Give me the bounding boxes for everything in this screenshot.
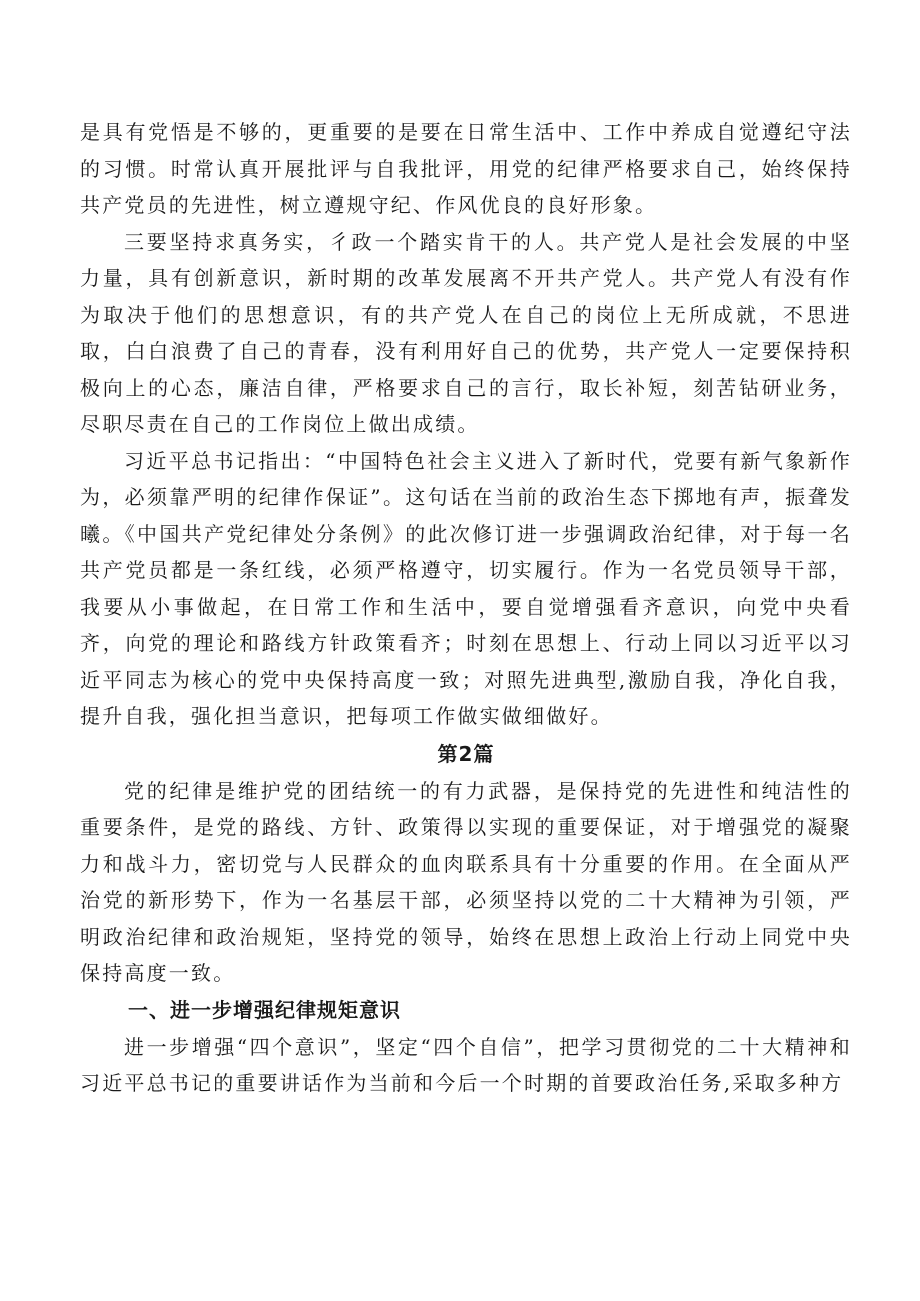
section-intro-paragraph: 党的纪律是维护党的团结统一的有力武器，是保持党的先进性和纯洁性的重要条件，是党的路线、方针、政策得以实现的重要保证，对于增强党的凝聚力和战斗力，密切党与人民群众的血肉联系具有十分重要的作用。在全面从严治党的新形势下，作为一名基层干部，必须坚持以党的二十大精神为引领，严明政治纪律和政治规矩，坚持党的领导，始终在思想上政治上行动上同党中央保持高度一致。 [80,778,852,985]
section-title: 第2篇 [437,741,495,766]
subheading-one-paragraph: 进一步增强“四个意识”，坚定“四个自信”，把学习贯彻党的二十大精神和习近平总书记的重要讲话作为当前和今后一个时期的首要政治任务,采取多种方 [80,1034,852,1095]
paragraph-point-three: 三要坚持求真务实，彳政一个踏实肯干的人。共产党人是社会发展的中坚力量，具有创新意识，新时期的改革发展离不开共产党人。共产党人有没有作为取决于他们的思想意识，有的共产党人在自己的岗位上无所成就，不思进取，白白浪费了自己的青春，没有利用好自己的优势，共产党人一定要保持积极向上的心态，廉洁自律，严格要求自己的言行，取长补短，刻苦钻研业务，尽职尽责在自己的工作岗位上做出成绩。 [80,229,852,436]
paragraph-quote: 习近平总书记指出：“中国特色社会主义进入了新时代，党要有新气象新作为，必须靠严明的纪律作保证”。这句话在当前的政治生态下掷地有声，振聋发曦。《中国共产党纪律处分条例》的此次修订进一步强调政治纪律，对于每一名共产党员都是一条红线，必须严格遵守，切实履行。作为一名党员领导干部，我要从小事做起，在日常工作和生活中，要自觉增强看齐意识，向党中央看齐，向党的理论和路线方针政策看齐；时刻在思想上、行动上同以习近平以习近平同志为核心的党中央保持高度一致；对照先进典型,激励自我，净化自我，提升自我，强化担当意识，把每项工作做实做细做好。 [80,448,852,728]
document-body [80,114,852,1102]
paragraph-continuation: 是具有党悟是不够的，更重要的是要在日常生活中、工作中养成自觉遵纪守法的习惯。时常认真开展批评与自我批评，用党的纪律严格要求自己，始终保持共产党员的先进性，树立遵规守纪、作风优良的良好形象。 [80,120,852,217]
subheading-one: 一、进一步增强纪律规矩意识 [128,997,401,1022]
